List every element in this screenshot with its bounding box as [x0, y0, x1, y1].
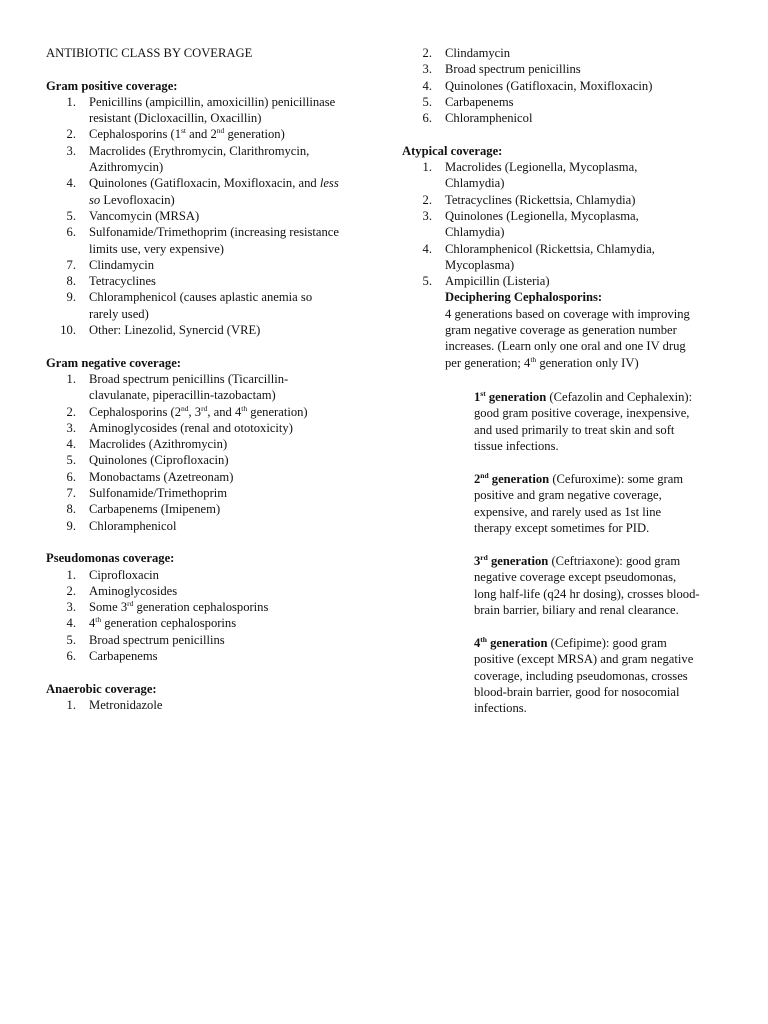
list-item-cont: rarely used)	[89, 306, 149, 321]
list-item: 10. Other: Linezolid, Synercid (VRE)	[60, 323, 261, 338]
list-item: 3. Broad spectrum penicillins	[422, 62, 581, 77]
list-item-cont: Chlamydia)	[445, 225, 505, 240]
list-item: 9. Chloramphenicol (causes aplastic anemia so	[66, 290, 313, 305]
list-item: 5. Ampicillin (Listeria)	[422, 274, 550, 289]
list-item: 4. Chloramphenicol (Rickettsia, Chlamydia,	[422, 241, 655, 256]
list-item: 1. Ciprofloxacin	[66, 567, 159, 582]
ceph-intro-line: increases. (Learn only one oral and one IV drug	[445, 339, 686, 354]
second-generation-paragraph: 2nd generation (Cefuroxime): some gram positive and gram negative coverage, expensive, and rarely used as 1st line therapy except sometimes for PID.	[474, 471, 684, 535]
list-item: 9. Chloramphenicol	[66, 518, 177, 533]
pseudomonas-heading: Pseudomonas coverage:	[46, 551, 175, 566]
gram-negative-heading: Gram negative coverage:	[46, 355, 181, 370]
list-item-cont: resistant (Dicloxacillin, Oxacillin)	[89, 111, 262, 126]
list-item: 8. Carbapenems (Imipenem)	[66, 502, 221, 517]
left-column	[46, 45, 376, 713]
list-item: 6. Carbapenems	[66, 648, 158, 663]
list-item: 1. Metronidazole	[66, 697, 163, 712]
list-item: 1. Penicillins (ampicillin, amoxicillin) penicillinase	[66, 94, 336, 109]
third-generation-paragraph: 3rd generation (Ceftriaxone): good gram negative coverage except pseudomonas, long half-life (q24 hr dosing), crosses blood- brain barrier, biliary and renal clearance.	[474, 553, 700, 617]
list-item-cont: limits use, very expensive)	[89, 241, 225, 256]
atypical-heading: Atypical coverage:	[402, 143, 503, 158]
cephalosporins-heading: Deciphering Cephalosporins:	[445, 290, 603, 305]
list-item-cont: Azithromycin)	[89, 160, 164, 175]
anaerobic-heading: Anaerobic coverage:	[46, 681, 157, 696]
list-item: 2. Aminoglycosides	[66, 583, 178, 598]
list-item: 6. Chloramphenicol	[422, 111, 533, 126]
list-item: 5. Carbapenems	[422, 94, 514, 109]
right-column	[402, 45, 732, 371]
generation-label: 3rd generation	[474, 553, 549, 568]
list-item: 8. Tetracyclines	[66, 274, 156, 289]
list-item: 2. Clindamycin	[422, 46, 511, 60]
list-item: 3. Aminoglycosides (renal and ototoxicity)	[66, 420, 293, 435]
list-item: 1. Macrolides (Legionella, Mycoplasma,	[422, 160, 638, 175]
list-item: 5. Broad spectrum penicillins	[66, 632, 225, 647]
list-item: 2. Cephalosporins (1st and 2nd generation)	[66, 126, 285, 142]
list-item: 4. Quinolones (Gatifloxacin, Moxifloxacin)	[422, 78, 653, 93]
ceph-intro-line: gram negative coverage as generation number	[445, 323, 677, 338]
generation-label: 2nd generation	[474, 471, 550, 486]
list-item: 2. Tetracyclines (Rickettsia, Chlamydia)	[422, 192, 636, 207]
list-item: 1. Broad spectrum penicillins (Ticarcillin-	[66, 371, 289, 386]
list-item: 7. Clindamycin	[66, 257, 155, 272]
list-item: 3. Macrolides (Erythromycin, Clarithromycin,	[66, 143, 310, 158]
generation-label: 1st generation	[474, 389, 547, 404]
document-title: ANTIBIOTIC CLASS BY COVERAGE	[46, 46, 253, 60]
list-item: 6. Sulfonamide/Trimethoprim (increasing resistance	[66, 225, 339, 240]
list-item: 4. Macrolides (Azithromycin)	[66, 437, 228, 452]
list-item: 2. Cephalosporins (2nd, 3rd, and 4th generation)	[66, 403, 308, 419]
list-item: 4. Quinolones (Gatifloxacin, Moxifloxacin, and less	[66, 176, 339, 191]
list-item: 3. Some 3rd generation cephalosporins	[66, 599, 269, 615]
list-item: 3. Quinolones (Legionella, Mycoplasma,	[422, 208, 639, 223]
list-item: 4. 4th generation cephalosporins	[66, 615, 237, 631]
generation-label: 4th generation	[474, 635, 548, 650]
gram-positive-heading: Gram positive coverage:	[46, 78, 178, 93]
ceph-intro-line: per generation; 4th generation only IV)	[445, 354, 639, 370]
list-item: 6. Monobactams (Azetreonam)	[66, 469, 234, 484]
list-item-cont: clavulanate, piperacillin-tazobactam)	[89, 388, 276, 403]
fourth-generation-paragraph: 4th generation (Cefipime): good gram positive (except MRSA) and gram negative coverage, including pseudomonas, crosses blood-brain barrier, good for nosocomial infections.	[474, 635, 694, 716]
list-item: 7. Sulfonamide/Trimethoprim	[66, 486, 228, 501]
first-generation-paragraph: 1st generation (Cefazolin and Cephalexin): good gram positive coverage, inexpensive, and used primarily to treat skin and soft tissue infections.	[474, 389, 693, 453]
list-item: 5. Vancomycin (MRSA)	[66, 208, 200, 223]
list-item-cont: so Levofloxacin)	[89, 192, 175, 207]
list-item-cont: Mycoplasma)	[445, 257, 515, 272]
ceph-intro-line: 4 generations based on coverage with improving	[445, 306, 690, 321]
list-item-cont: Chlamydia)	[445, 176, 505, 191]
list-item: 5. Quinolones (Ciprofloxacin)	[66, 453, 229, 468]
